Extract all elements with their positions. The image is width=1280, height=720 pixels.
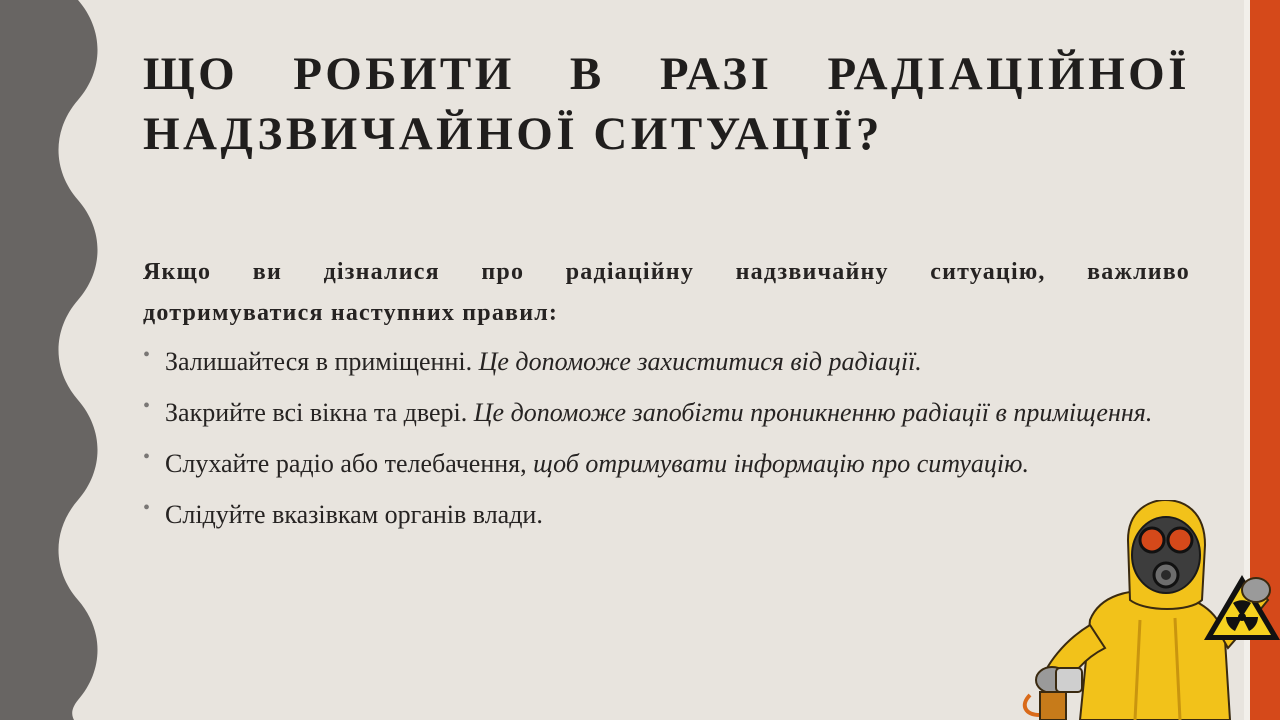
hazmat-suit-figure-icon: [1020, 500, 1280, 720]
rule-note: щоб отримувати інформацію про ситуацію.: [533, 449, 1029, 478]
rule-item: [143, 391, 1190, 434]
intro-line1: Якщо ви дізналися про радіаційну надзвичайну ситуацію, важливо: [143, 259, 1190, 285]
bullet-icon: •: [143, 344, 151, 366]
bullet-icon: •: [143, 446, 151, 468]
rule-action: Залишайтеся в приміщенні.: [165, 347, 473, 376]
intro-line2: дотримуватися наступних правил:: [143, 300, 559, 326]
bullet-icon: •: [143, 497, 151, 519]
rule-item: [143, 442, 1190, 485]
rule-note: Це допоможе захиститися від радіації.: [478, 347, 922, 376]
bullet-icon: •: [143, 395, 151, 417]
rule-action: Слухайте радіо або телебачення,: [165, 449, 527, 478]
rule-action: Закрийте всі вікна та двері.: [165, 398, 468, 427]
rule-item: [143, 340, 1190, 383]
left-wavy-band: [0, 0, 120, 720]
slide-title: [143, 44, 1190, 164]
rule-action: Слідуйте вказівкам органів влади.: [165, 500, 543, 529]
intro-text: [143, 252, 1190, 334]
slide-title-line2: НАДЗВИЧАЙНОЇ СИТУАЦІЇ?: [143, 108, 883, 160]
rule-note: Це допоможе запобігти проникненню радіації в приміщення.: [473, 398, 1153, 427]
slide-title-line1: ЩО РОБИТИ В РАЗІ РАДІАЦІЙНОЇ: [143, 48, 1190, 100]
